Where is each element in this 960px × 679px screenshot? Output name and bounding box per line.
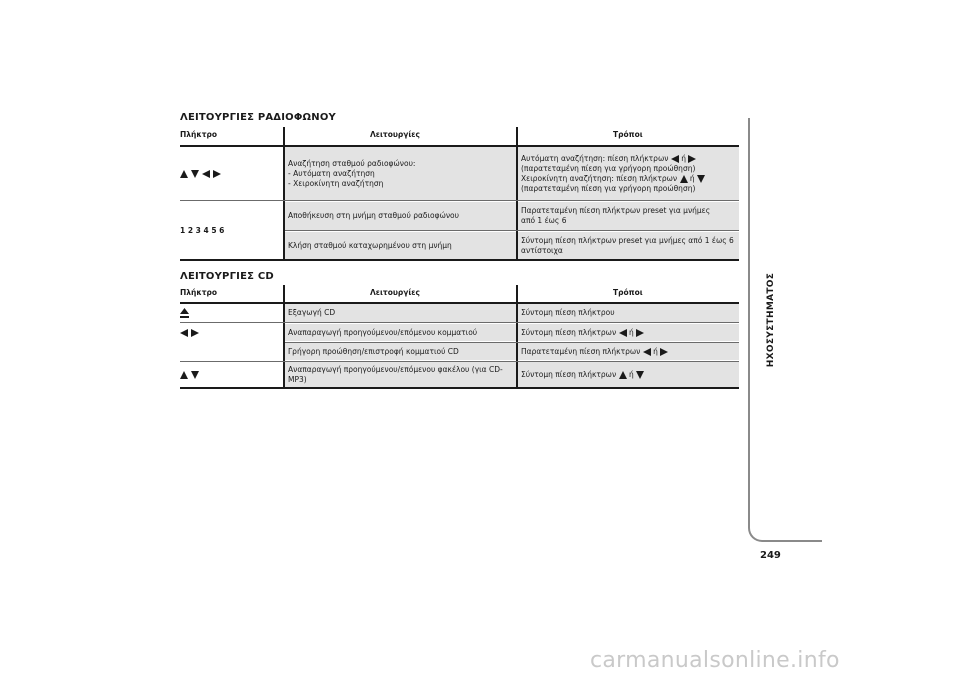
or-text: ή (653, 346, 658, 356)
or-text: ή (628, 369, 634, 379)
arrow-down-icon (191, 371, 199, 379)
row-divider (285, 230, 739, 231)
arrow-left-icon (643, 348, 651, 356)
chapter-sidebar-label: ΗΧΟΣΥΣΤΗΜΑΤΟΣ (766, 272, 776, 368)
arrow-right-icon (213, 170, 221, 178)
arrow-up-icon (180, 170, 188, 178)
watermark: carmanualsonline.info (590, 648, 840, 673)
radio-search-keys (180, 147, 282, 200)
folder-keys (180, 362, 282, 387)
eject-icon (180, 308, 189, 318)
radio-search-func-line: - Αυτόματη αναζήτηση (288, 168, 375, 178)
radio-search-mode-line: Αυτόματη αναζήτηση: πίεση πλήκτρων ή (521, 154, 705, 164)
cd-eject-function: Εξαγωγή CD (285, 304, 516, 322)
cd-ff-mode: Παρατεταμένη πίεση πλήκτρων ή (518, 343, 739, 360)
radio-store-mode: Παρατεταμένη πίεση πλήκτρων preset για μνήμες από 1 έως 6 (518, 202, 739, 230)
arrow-down-icon (191, 170, 199, 178)
radio-search-function (285, 147, 516, 200)
radio-search-mode-line: (παρατεταμένη πίεση για γρήγορη προώθηση) (521, 183, 696, 193)
arrow-right-icon (660, 348, 668, 356)
radio-search-func-line: Αναζήτηση σταθμού ραδιοφώνου: (288, 158, 416, 168)
row-divider (180, 322, 739, 323)
radio-search-mode-line: Χειροκίνητη αναζήτηση: πίεση πλήκτρων ή (521, 174, 705, 184)
cd-track-function: Αναπαραγωγή προηγούμενου/επόμενου κομματιού (285, 324, 516, 341)
radio-header-func: Λειτουργίες (370, 130, 420, 139)
cd-ff-function: Γρήγορη προώθηση/επιστροφή κομματιού CD (285, 343, 516, 360)
or-text: ή (689, 173, 695, 183)
radio-search-func-line: - Χειροκίνητη αναζήτηση (288, 178, 384, 188)
radio-search-mode (518, 147, 739, 200)
arrow-left-icon (202, 170, 210, 178)
table-row (180, 147, 739, 200)
row-divider (180, 200, 739, 201)
arrow-right-icon (636, 329, 644, 337)
arrow-up-icon (619, 371, 627, 379)
radio-header-mode: Τρόποι (613, 130, 643, 139)
arrow-right-icon (688, 155, 696, 163)
radio-recall-function: Κλήση σταθμού καταχωρημένου στη μνήμη (285, 232, 516, 259)
table-row (180, 362, 739, 387)
table-row (180, 232, 739, 259)
eject-key (180, 304, 282, 322)
page-number: 249 (760, 550, 781, 561)
radio-recall-mode: Σύντομη πίεση πλήκτρων preset για μνήμες από 1 έως 6 αντίστοιχα (518, 232, 739, 259)
arrow-up-icon (180, 371, 188, 379)
table-row (180, 343, 739, 360)
table-row (180, 304, 739, 322)
cd-header-mode: Τρόποι (613, 288, 643, 297)
radio-table-bottom-rule (180, 259, 739, 261)
arrow-down-icon (697, 175, 705, 183)
radio-header-key: Πλήκτρο (180, 130, 217, 139)
cd-header-func: Λειτουργίες (370, 288, 420, 297)
radio-section-title: ΛΕΙΤΟΥΡΓΙΕΣ ΡΑΔΙΟΦΩΝΟΥ (180, 112, 336, 123)
cd-eject-mode: Σύντομη πίεση πλήκτρου (518, 304, 739, 322)
radio-search-mode-line: (παρατεταμένη πίεση για γρήγορη προώθηση) (521, 163, 696, 173)
arrow-left-icon (671, 155, 679, 163)
radio-store-function: Αποθήκευση στη μνήμη σταθμού ραδιοφώνου (285, 202, 516, 230)
or-text: ή (628, 327, 634, 337)
cd-table-bottom-rule (180, 387, 739, 389)
table-row (180, 324, 739, 341)
row-divider (180, 361, 739, 362)
cd-folder-function: Αναπαραγωγή προηγούμενου/επόμενου φακέλου (για CD- MP3) (285, 362, 516, 387)
cd-header-key: Πλήκτρο (180, 288, 217, 297)
arrow-left-icon (619, 329, 627, 337)
cd-section-title: ΛΕΙΤΟΥΡΓΙΕΣ CD (180, 271, 274, 282)
cd-folder-mode: Σύντομη πίεση πλήκτρων ή (518, 362, 739, 387)
arrow-up-icon (680, 175, 688, 183)
cd-track-mode: Σύντομη πίεση πλήκτρων ή (518, 324, 739, 341)
arrow-down-icon (636, 371, 644, 379)
preset-keys-label: 1 2 3 4 5 6 (180, 225, 225, 235)
row-divider (285, 342, 739, 343)
or-text: ή (681, 153, 686, 163)
